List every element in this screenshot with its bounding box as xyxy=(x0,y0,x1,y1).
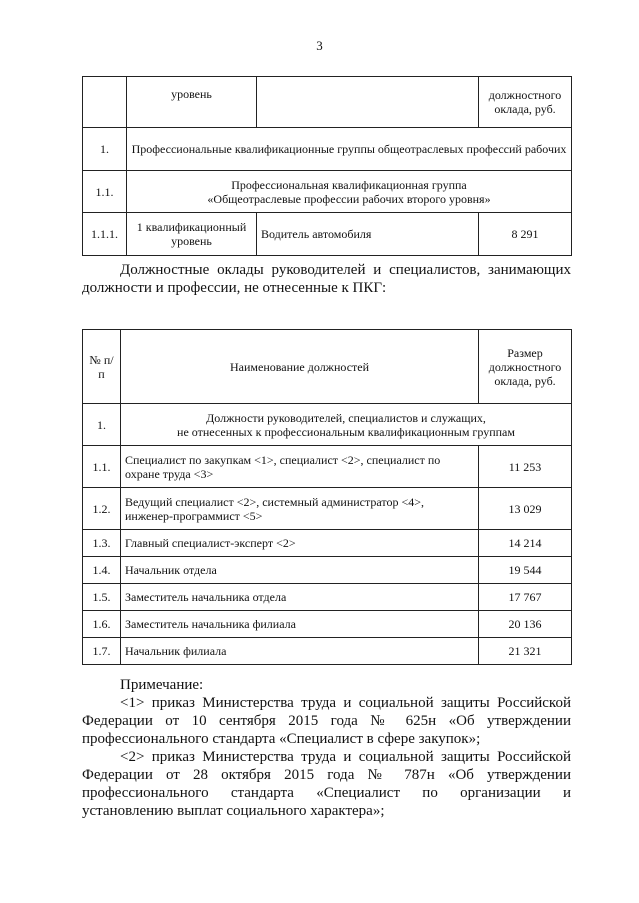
row-position: Специалист по закупкам <1>, специалист <2>, специалист по охране труда <3> xyxy=(121,446,479,488)
row-position: Начальник филиала xyxy=(121,638,479,665)
row-salary: 11 253 xyxy=(479,446,572,488)
row-salary: 17 767 xyxy=(479,584,572,611)
row-salary: 14 214 xyxy=(479,530,572,557)
row-salary: 20 136 xyxy=(479,611,572,638)
row-salary: 8 291 xyxy=(479,213,572,256)
row-num: 1. xyxy=(83,128,127,171)
subgroup-title-line2: «Общеотраслевые профессии рабочих второго уровня» xyxy=(207,191,491,206)
header-num: № п/п xyxy=(83,330,121,404)
row-position: Водитель автомобиля xyxy=(257,213,479,256)
row-num: 1.3. xyxy=(83,530,121,557)
note-2: <2> приказ Министерства труда и социальной защиты Российской Федерации от 28 октября 2015 года № 787н «Об утверждении профессионального стандарта «Специалист по организации и установлению выплат социального характера»; xyxy=(82,749,571,819)
note-1: <1> приказ Министерства труда и социальной защиты Российской Федерации от 10 сентября 2015 года № 625н «Об утверждении профессионального стандарта «Специалист в сфере закупок»; xyxy=(82,695,571,747)
row-num: 1.7. xyxy=(83,638,121,665)
table-header-row xyxy=(83,330,572,404)
row-num: 1.4. xyxy=(83,557,121,584)
row-num: 1.2. xyxy=(83,488,121,530)
page-number: 3 xyxy=(316,38,323,53)
table-row xyxy=(83,171,572,213)
row-num: 1.1. xyxy=(83,171,127,213)
header-cell-salary: должностного оклада, руб. xyxy=(479,77,572,128)
row-position: Ведущий специалист <2>, системный администратор <4>, инженер-программист <5> xyxy=(121,488,479,530)
group-title xyxy=(121,404,572,446)
table-row xyxy=(83,404,572,446)
notes-section xyxy=(82,676,571,820)
table-row xyxy=(83,213,572,256)
row-salary: 21 321 xyxy=(479,638,572,665)
table-row xyxy=(83,584,572,611)
group-title-line1: Должности руководителей, специалистов и служащих, xyxy=(206,410,486,425)
row-num: 1.6. xyxy=(83,611,121,638)
group-title: Профессиональные квалификационные группы общеотраслевых профессий рабочих xyxy=(127,128,572,171)
row-level: 1 квалификационный уровень xyxy=(127,213,257,256)
table-row xyxy=(83,488,572,530)
row-position: Главный специалист-эксперт <2> xyxy=(121,530,479,557)
intro-paragraph-text: Должностные оклады руководителей и специалистов, занимающих должности и профессии, не отнесенные к ПКГ: xyxy=(82,262,571,296)
header-cell-level: уровень xyxy=(127,77,257,128)
row-salary: 13 029 xyxy=(479,488,572,530)
table-row xyxy=(83,530,572,557)
row-position: Начальник отдела xyxy=(121,557,479,584)
table-row xyxy=(83,128,572,171)
row-num: 1.1. xyxy=(83,446,121,488)
salary-table-pkg xyxy=(82,76,572,256)
header-cell-position xyxy=(257,77,479,128)
subgroup-title-line1: Профессиональная квалификационная группа xyxy=(231,177,467,192)
header-name: Наименование должностей xyxy=(121,330,479,404)
row-position: Заместитель начальника филиала xyxy=(121,611,479,638)
notes-title: Примечание: xyxy=(120,677,204,693)
header-salary: Размер должностного оклада, руб. xyxy=(479,330,572,404)
table-row xyxy=(83,557,572,584)
table-header-row xyxy=(83,77,572,128)
row-num: 1.5. xyxy=(83,584,121,611)
salary-table-non-pkg xyxy=(82,329,572,665)
row-salary: 19 544 xyxy=(479,557,572,584)
group-title-line2: не отнесенных к профессиональным квалификационным группам xyxy=(177,424,515,439)
row-num: 1. xyxy=(83,404,121,446)
table-row xyxy=(83,638,572,665)
subgroup-title xyxy=(127,171,572,213)
intro-paragraph xyxy=(82,261,571,297)
row-num: 1.1.1. xyxy=(83,213,127,256)
row-position: Заместитель начальника отдела xyxy=(121,584,479,611)
header-cell-num xyxy=(83,77,127,128)
table-row xyxy=(83,611,572,638)
table-row xyxy=(83,446,572,488)
